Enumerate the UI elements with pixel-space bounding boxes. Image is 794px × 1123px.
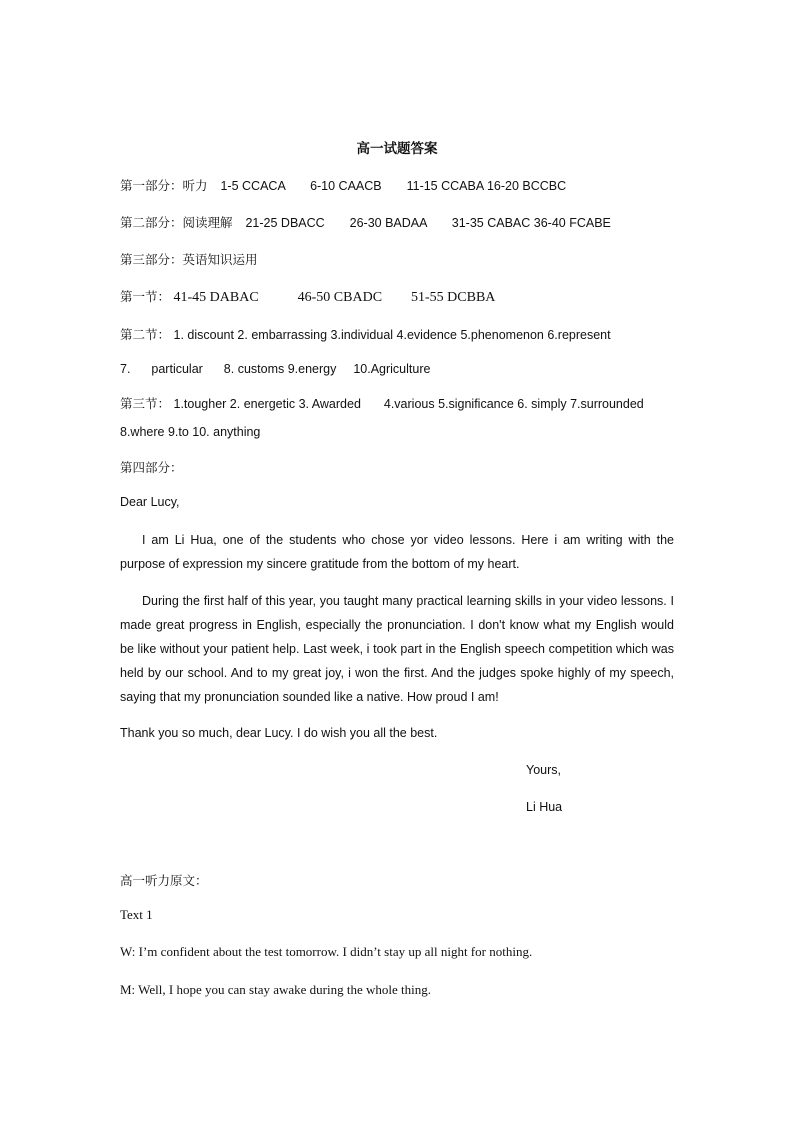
letter-closing: Thank you so much, dear Lucy. I do wish you all the best. bbox=[120, 726, 438, 740]
part1-label: 第一部分：听力 bbox=[120, 178, 208, 193]
part1-answer-3: 11-15 CCABA 16-20 BCCBC bbox=[406, 179, 567, 193]
part1-answer-1: 1-5 CCACA bbox=[220, 179, 286, 193]
section2-line-1 bbox=[120, 325, 611, 343]
section1-label: 第一节： bbox=[120, 289, 171, 304]
section2-line-2 bbox=[120, 362, 430, 376]
section2-label: 第二节： bbox=[120, 327, 171, 342]
letter-sign-off: Yours, bbox=[526, 763, 561, 777]
section1-answer-3: 51-55 DCBBA bbox=[411, 290, 496, 305]
section3-answers-1: 1.tougher 2. energetic 3. Awarded bbox=[173, 397, 361, 411]
letter-paragraph-1-text: I am Li Hua, one of the students who chose yor video lessons. Here i am writing with the purpose of expression my sincere gratitude from the bottom of my heart. bbox=[120, 533, 674, 571]
part1-line bbox=[120, 176, 566, 194]
section1-answer-1: 41-45 DABAC bbox=[173, 290, 259, 305]
section3-line-1 bbox=[120, 394, 644, 412]
section3-line-2 bbox=[120, 425, 260, 439]
section2-answers-8-9: 8. customs 9.energy bbox=[223, 362, 337, 376]
part3-line bbox=[120, 250, 258, 268]
part4-line bbox=[120, 458, 183, 476]
letter-signature: Li Hua bbox=[526, 800, 563, 814]
letter-paragraph-1 bbox=[120, 528, 674, 576]
part2-answer-2: 26-30 BADAA bbox=[349, 216, 427, 230]
document-title: 高一试题答案 bbox=[356, 141, 438, 157]
part3-label: 第三部分：英语知识运用 bbox=[120, 252, 258, 267]
letter-paragraph-2 bbox=[120, 589, 674, 709]
part2-answer-3: 31-35 CABAC 36-40 FCABE bbox=[451, 216, 611, 230]
part2-line bbox=[120, 213, 611, 231]
letter-greeting: Dear Lucy, bbox=[120, 495, 180, 509]
section2-answer-7: particular bbox=[151, 362, 203, 376]
section3-label: 第三节： bbox=[120, 396, 171, 411]
transcript-m-line: M: Well, I hope you can stay awake during the whole thing. bbox=[120, 982, 432, 997]
section2-answer-10: 10.Agriculture bbox=[353, 362, 431, 376]
transcript-heading-text: 高一听力原文： bbox=[120, 873, 208, 888]
part2-answer-1: 21-25 DBACC bbox=[245, 216, 325, 230]
section1-line bbox=[120, 287, 495, 306]
part4-label: 第四部分： bbox=[120, 460, 183, 475]
section3-answers-3: 8.where 9.to 10. anything bbox=[120, 425, 261, 439]
section3-answers-2: 4.various 5.significance 6. simply 7.surrounded bbox=[383, 397, 644, 411]
section2-answers-1: 1. discount 2. embarrassing 3.individual 4.evidence 5.phenomenon 6.represent bbox=[173, 328, 611, 342]
part2-label: 第二部分：阅读理解 bbox=[120, 215, 233, 230]
letter-paragraph-2-text: During the first half of this year, you taught many practical learning skills in your video lessons. I made great progress in English, especially the pronunciation. I don't know what my English would be like without your patient help. Last week, i took part in the English speech competition which was held by our school. And to my great joy, i won the first. And the judges spoke highly of my speech, saying that my pronunciation sounded like a native. How proud I am! bbox=[120, 594, 674, 704]
section1-answer-2: 46-50 CBADC bbox=[297, 290, 383, 305]
transcript-heading bbox=[120, 871, 208, 889]
transcript-w-line: W: I’m confident about the test tomorrow. I didn’t stay up all night for nothing. bbox=[120, 944, 533, 959]
transcript-text-label: Text 1 bbox=[120, 907, 153, 922]
part1-answer-2: 6-10 CAACB bbox=[310, 179, 382, 193]
section2-num-7: 7. bbox=[120, 362, 131, 376]
